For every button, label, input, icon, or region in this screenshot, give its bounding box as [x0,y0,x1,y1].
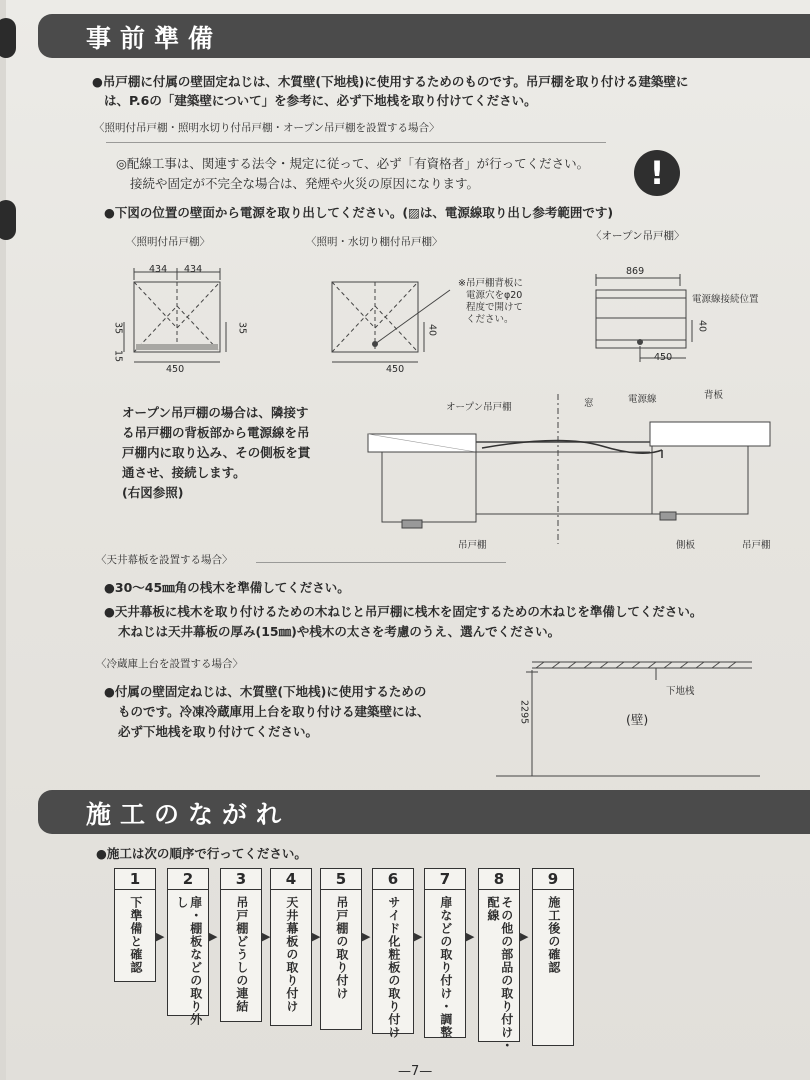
flow-step-4 [270,868,312,1026]
fridge-bullet-3: 必ず下地桟を取り付けてください。 [118,724,319,739]
flow-arrow-icon: ▶ [362,930,371,943]
step-label: 天井幕板の取り付け [284,896,299,1013]
diagram-3 [588,262,708,372]
intro-line-1: ●吊戸棚に付属の壁固定ねじは、木質壁(下地桟)に使用するためのものです。吊戸棚を取り付ける建築壁に [92,74,689,89]
open-text-3: 戸棚内に取り込み、その側板を貫 [122,445,311,460]
section-title: 事前準備 [86,24,223,53]
open-text-2: る吊戸棚の背板部から電源線を吊 [122,425,310,440]
ceiling-bullet-3: 木ねじは天井幕板の厚み(15㎜)や桟木の太さを考慮のうえ、選んでください。 [118,624,561,639]
step-label: その他の部品の取り付け・配線 [486,896,514,1052]
fridge-heading: 〈冷蔵庫上台を設置する場合〉 [96,658,243,670]
lighting-heading: 〈照明付吊戸棚・照明水切り付吊戸棚・オープン吊戸棚を設置する場合〉 [94,122,440,134]
step-label: 下準備と確認 [128,896,143,974]
dim-height: 2295 [518,700,530,725]
lighting-note-2: 接続や固定が不完全な場合は、発煙や火災の原因になります。 [130,176,480,191]
fridge-bullet-2: ものです。冷凍冷蔵庫用上台を取り付ける建築壁には、 [118,704,430,719]
flow-intro: ●施工は次の順序で行ってください。 [96,846,307,861]
flow-arrow-icon: ▶ [466,930,475,943]
ceiling-bullet-1: ●30～45㎜角の桟木を準備してください。 [104,580,350,595]
label-cable: 電源線 [628,394,657,405]
binder-hole [0,200,16,240]
manual-page [6,0,810,1080]
label-window: 窓 [584,398,594,409]
open-text-5: (右図参照) [122,485,184,500]
page-number: —7— [398,1064,433,1079]
dim-top: 869 [626,266,645,277]
divider [106,142,606,143]
section-header-flow [38,790,810,834]
flow-step-3 [220,868,262,1022]
step-label: 施工後の確認 [546,896,561,974]
dim-height-right: 35 [236,322,248,335]
dim-height-left: 35 [112,322,124,335]
step-number: 2 [168,869,208,890]
step-label: 吊戸棚どうしの連結 [234,896,249,1013]
step-number: 4 [271,869,311,890]
diagram-2-note: 程度で開けて [466,302,524,313]
step-number: 7 [425,869,465,890]
diagram-3-title: 〈オープン吊戸棚〉 [591,230,685,242]
diagram-2-note: ください。 [466,314,514,325]
lighting-instruction: ●下図の位置の壁面から電源を取り出してください。(▨は、電源線取り出し参考範囲です) [104,205,614,220]
diagram-1 [114,258,234,378]
label-side-panel: 側板 [676,540,696,551]
section-header-prep [38,14,810,58]
flow-arrow-icon: ▶ [312,930,321,943]
exclamation-icon: ! [634,150,680,196]
step-label: 吊戸棚の取り付け [334,896,349,1000]
open-cabinet-diagram [362,394,782,544]
divider [256,562,506,563]
flow-step-2 [167,868,209,1026]
diagram-2 [322,258,452,378]
flow-arrow-icon: ▶ [414,930,423,943]
step-number: 1 [115,869,155,890]
step-number: 3 [221,869,261,890]
label-furring-strip: 下地桟 [666,686,695,697]
flow-arrow-icon: ▶ [156,930,165,943]
diagram-1-title: 〈照明付吊戸棚〉 [126,236,210,248]
step-number: 6 [373,869,413,890]
flow-arrow-icon: ▶ [209,930,218,943]
ceiling-bullet-2: ●天井幕板に桟木を取り付けるための木ねじと吊戸棚に桟木を固定するための木ねじを準備してください。 [104,604,703,619]
label-wall: (壁) [626,712,649,727]
step-number: 8 [479,869,519,890]
label-open-cabinet: オープン吊戸棚 [446,402,512,413]
fridge-bullet-1: ●付属の壁固定ねじは、木質壁(下地桟)に使用するための [104,684,427,699]
flow-step-1 [114,868,156,982]
flow-step-7 [424,868,466,1038]
flow-step-6 [372,868,414,1039]
step-label: 扉・棚板などの取り外し [175,896,203,1026]
ceiling-heading: 〈天井幕板を設置する場合〉 [96,554,233,566]
dim-width-left: 434 [149,264,168,275]
cable-connection-label: 電源線接続位置 [692,294,759,305]
dim-bottom: 450 [386,364,405,375]
label-back-panel: 背板 [704,390,724,401]
dim-bottom: 450 [654,352,673,363]
dim-height: 40 [696,320,708,333]
flow-step-8 [478,868,520,1052]
lighting-note-1: ◎配線工事は、関連する法令・規定に従って、必ず「有資格者」が行ってください。 [116,156,590,171]
open-text-4: 通させ、接続します。 [122,465,246,480]
diagram-2-note: 電源穴をφ20 [466,290,523,301]
section-title: 施工のながれ [86,800,291,829]
flow-step-5 [320,868,362,1030]
diagram-2-title: 〈照明・水切り棚付吊戸棚〉 [306,236,443,248]
dim-bottom: 450 [166,364,185,375]
binder-hole [0,18,16,58]
dim-width-right: 434 [184,264,203,275]
step-number: 5 [321,869,361,890]
intro-line-2: は、P.6の「建築壁について」を参考に、必ず下地桟を取り付けてください。 [104,93,537,108]
step-number: 9 [533,869,573,890]
dim-height: 40 [426,324,438,337]
step-label: サイド化粧板の取り付け [386,896,401,1039]
open-text-1: オープン吊戸棚の場合は、隣接す [122,405,309,420]
flow-step-9 [532,868,574,1046]
diagram-2-note: ※吊戸棚背板に [458,278,523,289]
dim-offset: 15 [112,350,124,363]
flow-arrow-icon: ▶ [520,930,529,943]
label-cabinet-left: 吊戸棚 [458,540,487,551]
step-label: 扉などの取り付け・調整 [438,896,453,1039]
label-cabinet-right: 吊戸棚 [742,540,771,551]
flow-arrow-icon: ▶ [262,930,271,943]
